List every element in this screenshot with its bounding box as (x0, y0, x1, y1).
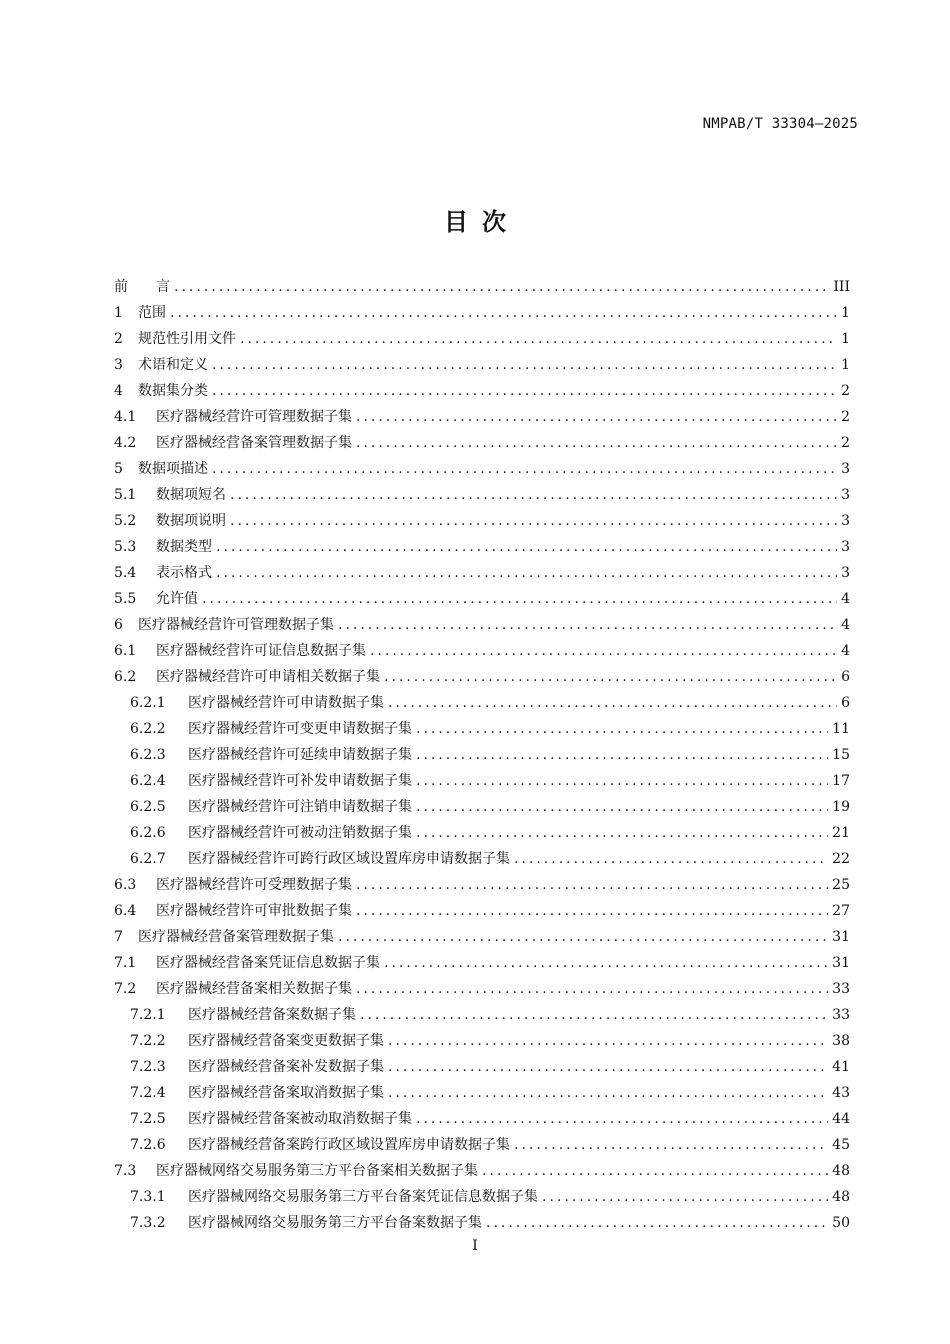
toc-entry-title: 医疗器械经营许可申请相关数据子集 (156, 669, 380, 685)
toc-entry-number: 6.2.3 (130, 747, 166, 763)
toc-entry-page: 3 (841, 487, 850, 503)
toc-dot-leader (416, 820, 828, 846)
toc-entry[interactable] (114, 352, 850, 378)
toc-entry-number: 6.3 (114, 877, 137, 893)
toc-entry[interactable] (114, 950, 850, 976)
toc-dot-leader (356, 976, 828, 1002)
toc-entry[interactable] (114, 482, 850, 508)
toc-entry[interactable] (114, 638, 850, 664)
toc-entry-number: 4.2 (114, 435, 137, 451)
toc-dot-leader (356, 898, 828, 924)
toc-dot-leader (416, 716, 828, 742)
toc-dot-leader (240, 326, 837, 352)
toc-entry[interactable] (114, 898, 850, 924)
toc-entry-page: 1 (841, 305, 850, 321)
toc-entry-number: 5.4 (114, 565, 137, 581)
page-title: 目次 (444, 208, 520, 236)
toc-entry-page: 25 (832, 877, 850, 893)
toc-entry-page: 27 (832, 903, 850, 919)
toc-entry-number: 7.1 (114, 955, 137, 971)
toc-entry-number: 5.1 (114, 487, 137, 503)
toc-entry[interactable] (114, 534, 850, 560)
toc-entry-number: 7.3.2 (130, 1215, 166, 1231)
toc-entry-title: 医疗器械经营许可变更申请数据子集 (188, 721, 412, 737)
page-number: I (472, 1238, 478, 1254)
toc-entry-title: 医疗器械经营备案管理数据子集 (138, 929, 334, 945)
toc-entry-number: 5.3 (114, 539, 137, 555)
toc-entry-title: 医疗器械经营备案补发数据子集 (188, 1059, 384, 1075)
toc-entry-page: 6 (841, 669, 850, 685)
toc-entry-title: 医疗器械经营备案数据子集 (188, 1007, 356, 1023)
toc-entry-page: 38 (832, 1033, 850, 1049)
table-of-contents (114, 274, 850, 1236)
toc-dot-leader (416, 742, 828, 768)
toc-entry-title: 数据集分类 (138, 383, 208, 399)
toc-entry-title: 医疗器械经营备案变更数据子集 (188, 1033, 384, 1049)
toc-entry-page: 48 (832, 1189, 850, 1205)
toc-dot-leader (174, 274, 829, 300)
toc-entry-page: 1 (841, 331, 850, 347)
toc-entry-title: 医疗器械经营备案相关数据子集 (156, 981, 352, 997)
toc-dot-leader (514, 846, 828, 872)
toc-dot-leader (216, 534, 837, 560)
toc-entry-number: 6.1 (114, 643, 137, 659)
toc-entry-title: 医疗器械网络交易服务第三方平台备案数据子集 (188, 1215, 482, 1231)
toc-entry[interactable] (114, 1210, 850, 1236)
toc-entry-title: 术语和定义 (138, 357, 208, 373)
toc-entry-page: 2 (841, 435, 850, 451)
toc-entry-title: 允许值 (156, 591, 198, 607)
toc-entry-title: 医疗器械网络交易服务第三方平台备案相关数据子集 (156, 1163, 478, 1179)
toc-entry-page: 43 (832, 1085, 850, 1101)
toc-entry-title: 医疗器械经营许可证信息数据子集 (156, 643, 366, 659)
toc-entry-page: 3 (841, 513, 850, 529)
toc-dot-leader (486, 1210, 828, 1236)
toc-entry-number: 5 (114, 461, 123, 477)
toc-entry[interactable] (114, 378, 850, 404)
toc-entry-title: 数据类型 (156, 539, 212, 555)
toc-dot-leader (542, 1184, 828, 1210)
toc-entry[interactable] (114, 976, 850, 1002)
toc-entry-title: 数据项描述 (138, 461, 208, 477)
toc-entry-number: 7.3.1 (130, 1189, 166, 1205)
toc-entry-number: 4.1 (114, 409, 137, 425)
toc-entry-number: 7.2.5 (130, 1111, 166, 1127)
toc-entry-page: 21 (832, 825, 850, 841)
toc-entry[interactable] (114, 300, 850, 326)
toc-entry-page: 3 (841, 461, 850, 477)
toc-entry-page: 2 (841, 383, 850, 399)
toc-entry[interactable] (114, 612, 850, 638)
toc-entry-title: 医疗器械经营许可延续申请数据子集 (188, 747, 412, 763)
toc-dot-leader (356, 430, 837, 456)
toc-entry-title: 医疗器械经营许可管理数据子集 (156, 409, 352, 425)
toc-entry-page: 33 (832, 1007, 850, 1023)
toc-entry-number: 5.2 (114, 513, 137, 529)
toc-dot-leader (416, 794, 828, 820)
toc-dot-leader (388, 1054, 828, 1080)
toc-entry-page: 11 (832, 721, 850, 737)
toc-entry[interactable] (114, 664, 850, 690)
toc-entry-page: 31 (832, 955, 850, 971)
toc-entry-page: 3 (841, 539, 850, 555)
toc-entry-number: 7 (114, 929, 123, 945)
toc-entry[interactable] (114, 1184, 850, 1210)
toc-entry[interactable] (114, 1080, 850, 1106)
toc-dot-leader (212, 378, 837, 404)
toc-dot-leader (388, 1080, 828, 1106)
toc-entry-title: 医疗器械经营备案被动取消数据子集 (188, 1111, 412, 1127)
toc-entry[interactable] (114, 1054, 850, 1080)
toc-entry-page: 4 (841, 643, 850, 659)
toc-entry[interactable] (114, 794, 850, 820)
toc-entry-number: 2 (114, 331, 123, 347)
toc-entry[interactable] (114, 924, 850, 950)
toc-entry-title: 表示格式 (156, 565, 212, 581)
toc-entry-title: 医疗器械经营备案取消数据子集 (188, 1085, 384, 1101)
toc-dot-leader (370, 638, 837, 664)
toc-dot-leader (356, 872, 828, 898)
toc-entry-title: 医疗器械经营许可跨行政区域设置库房申请数据子集 (188, 851, 510, 867)
toc-entry-title: 医疗器械经营备案管理数据子集 (156, 435, 352, 451)
toc-entry-page: 4 (841, 591, 850, 607)
toc-entry-page: 3 (841, 565, 850, 581)
toc-entry-page: 31 (832, 929, 850, 945)
toc-entry-number: 6.2.1 (130, 695, 166, 711)
toc-entry-number: 6.2.5 (130, 799, 166, 815)
toc-entry-page: 17 (832, 773, 850, 789)
toc-dot-leader (514, 1132, 828, 1158)
toc-entry-number: 7.2.4 (130, 1085, 166, 1101)
toc-entry-title: 数据项说明 (156, 513, 226, 529)
toc-entry-title: 医疗器械经营许可被动注销数据子集 (188, 825, 412, 841)
toc-dot-leader (202, 586, 837, 612)
toc-dot-leader (360, 1002, 828, 1028)
toc-entry-number: 6.2 (114, 669, 137, 685)
toc-entry-page: 1 (841, 357, 850, 373)
toc-entry[interactable] (114, 560, 850, 586)
toc-entry[interactable] (114, 1028, 850, 1054)
toc-entry-title: 数据项短名 (156, 487, 226, 503)
toc-entry[interactable] (114, 1002, 850, 1028)
toc-dot-leader (356, 404, 837, 430)
toc-entry-page: 4 (841, 617, 850, 633)
toc-entry-number: 7.3 (114, 1163, 137, 1179)
toc-entry-number: 7.2.1 (130, 1007, 166, 1023)
toc-entry-page: 33 (832, 981, 850, 997)
toc-entry-title: 范围 (138, 305, 166, 321)
toc-dot-leader (212, 456, 837, 482)
toc-entry-number: 6 (114, 617, 123, 633)
toc-entry-number: 7.2.6 (130, 1137, 166, 1153)
toc-dot-leader (482, 1158, 828, 1184)
toc-dot-leader (338, 612, 837, 638)
toc-entry[interactable] (114, 1158, 850, 1184)
toc-entry-number: 1 (114, 305, 123, 321)
toc-dot-leader (384, 950, 828, 976)
toc-entry[interactable] (114, 872, 850, 898)
toc-entry[interactable] (114, 1106, 850, 1132)
toc-entry[interactable] (114, 820, 850, 846)
toc-dot-leader (416, 1106, 828, 1132)
toc-entry-page: 19 (832, 799, 850, 815)
toc-dot-leader (230, 508, 837, 534)
toc-entry[interactable] (114, 586, 850, 612)
toc-entry-title: 医疗器械经营许可管理数据子集 (138, 617, 334, 633)
toc-entry[interactable] (114, 742, 850, 768)
document-code: NMPAB/T 33304—2025 (702, 116, 858, 132)
toc-entry[interactable] (114, 456, 850, 482)
toc-entry-title: 医疗器械经营备案凭证信息数据子集 (156, 955, 380, 971)
toc-entry-number: 7.2.2 (130, 1033, 166, 1049)
toc-dot-leader (170, 300, 837, 326)
toc-entry-number: 6.2.7 (130, 851, 166, 867)
toc-dot-leader (230, 482, 837, 508)
toc-entry-title: 前 言 (114, 279, 170, 295)
toc-dot-leader (216, 560, 837, 586)
toc-entry-title: 医疗器械经营许可注销申请数据子集 (188, 799, 412, 815)
toc-entry-page: 6 (841, 695, 850, 711)
toc-entry-title: 医疗器械经营许可受理数据子集 (156, 877, 352, 893)
toc-dot-leader (388, 690, 837, 716)
toc-entry[interactable] (114, 274, 850, 300)
toc-entry-number: 7.2.3 (130, 1059, 166, 1075)
toc-entry-title: 规范性引用文件 (138, 331, 236, 347)
toc-entry-number: 6.2.2 (130, 721, 166, 737)
toc-entry-number: 6.2.6 (130, 825, 166, 841)
toc-entry-title: 医疗器械经营许可申请数据子集 (188, 695, 384, 711)
toc-entry-page: 48 (832, 1163, 850, 1179)
toc-entry[interactable] (114, 1132, 850, 1158)
toc-entry-page: 15 (832, 747, 850, 763)
toc-entry[interactable] (114, 846, 850, 872)
toc-dot-leader (338, 924, 828, 950)
toc-entry-number: 5.5 (114, 591, 137, 607)
toc-entry-number: 3 (114, 357, 123, 373)
toc-entry-page: 44 (832, 1111, 850, 1127)
toc-entry-page: 50 (832, 1215, 850, 1231)
toc-entry-title: 医疗器械经营许可补发申请数据子集 (188, 773, 412, 789)
toc-entry[interactable] (114, 690, 850, 716)
toc-entry-page: 41 (832, 1059, 850, 1075)
toc-entry[interactable] (114, 716, 850, 742)
toc-dot-leader (384, 664, 837, 690)
toc-entry-number: 7.2 (114, 981, 137, 997)
toc-dot-leader (388, 1028, 828, 1054)
toc-entry-title: 医疗器械网络交易服务第三方平台备案凭证信息数据子集 (188, 1189, 538, 1205)
toc-entry[interactable] (114, 768, 850, 794)
toc-entry[interactable] (114, 404, 850, 430)
toc-entry-title: 医疗器械经营许可审批数据子集 (156, 903, 352, 919)
toc-entry[interactable] (114, 430, 850, 456)
toc-dot-leader (416, 768, 828, 794)
toc-entry-page: 2 (841, 409, 850, 425)
toc-entry-page: III (833, 279, 850, 295)
toc-entry[interactable] (114, 326, 850, 352)
toc-entry-number: 4 (114, 383, 123, 399)
toc-entry-number: 6.4 (114, 903, 137, 919)
toc-entry-page: 22 (832, 851, 850, 867)
toc-entry-number: 6.2.4 (130, 773, 166, 789)
toc-entry[interactable] (114, 508, 850, 534)
toc-entry-page: 45 (832, 1137, 850, 1153)
toc-dot-leader (212, 352, 837, 378)
toc-entry-title: 医疗器械经营备案跨行政区域设置库房申请数据子集 (188, 1137, 510, 1153)
